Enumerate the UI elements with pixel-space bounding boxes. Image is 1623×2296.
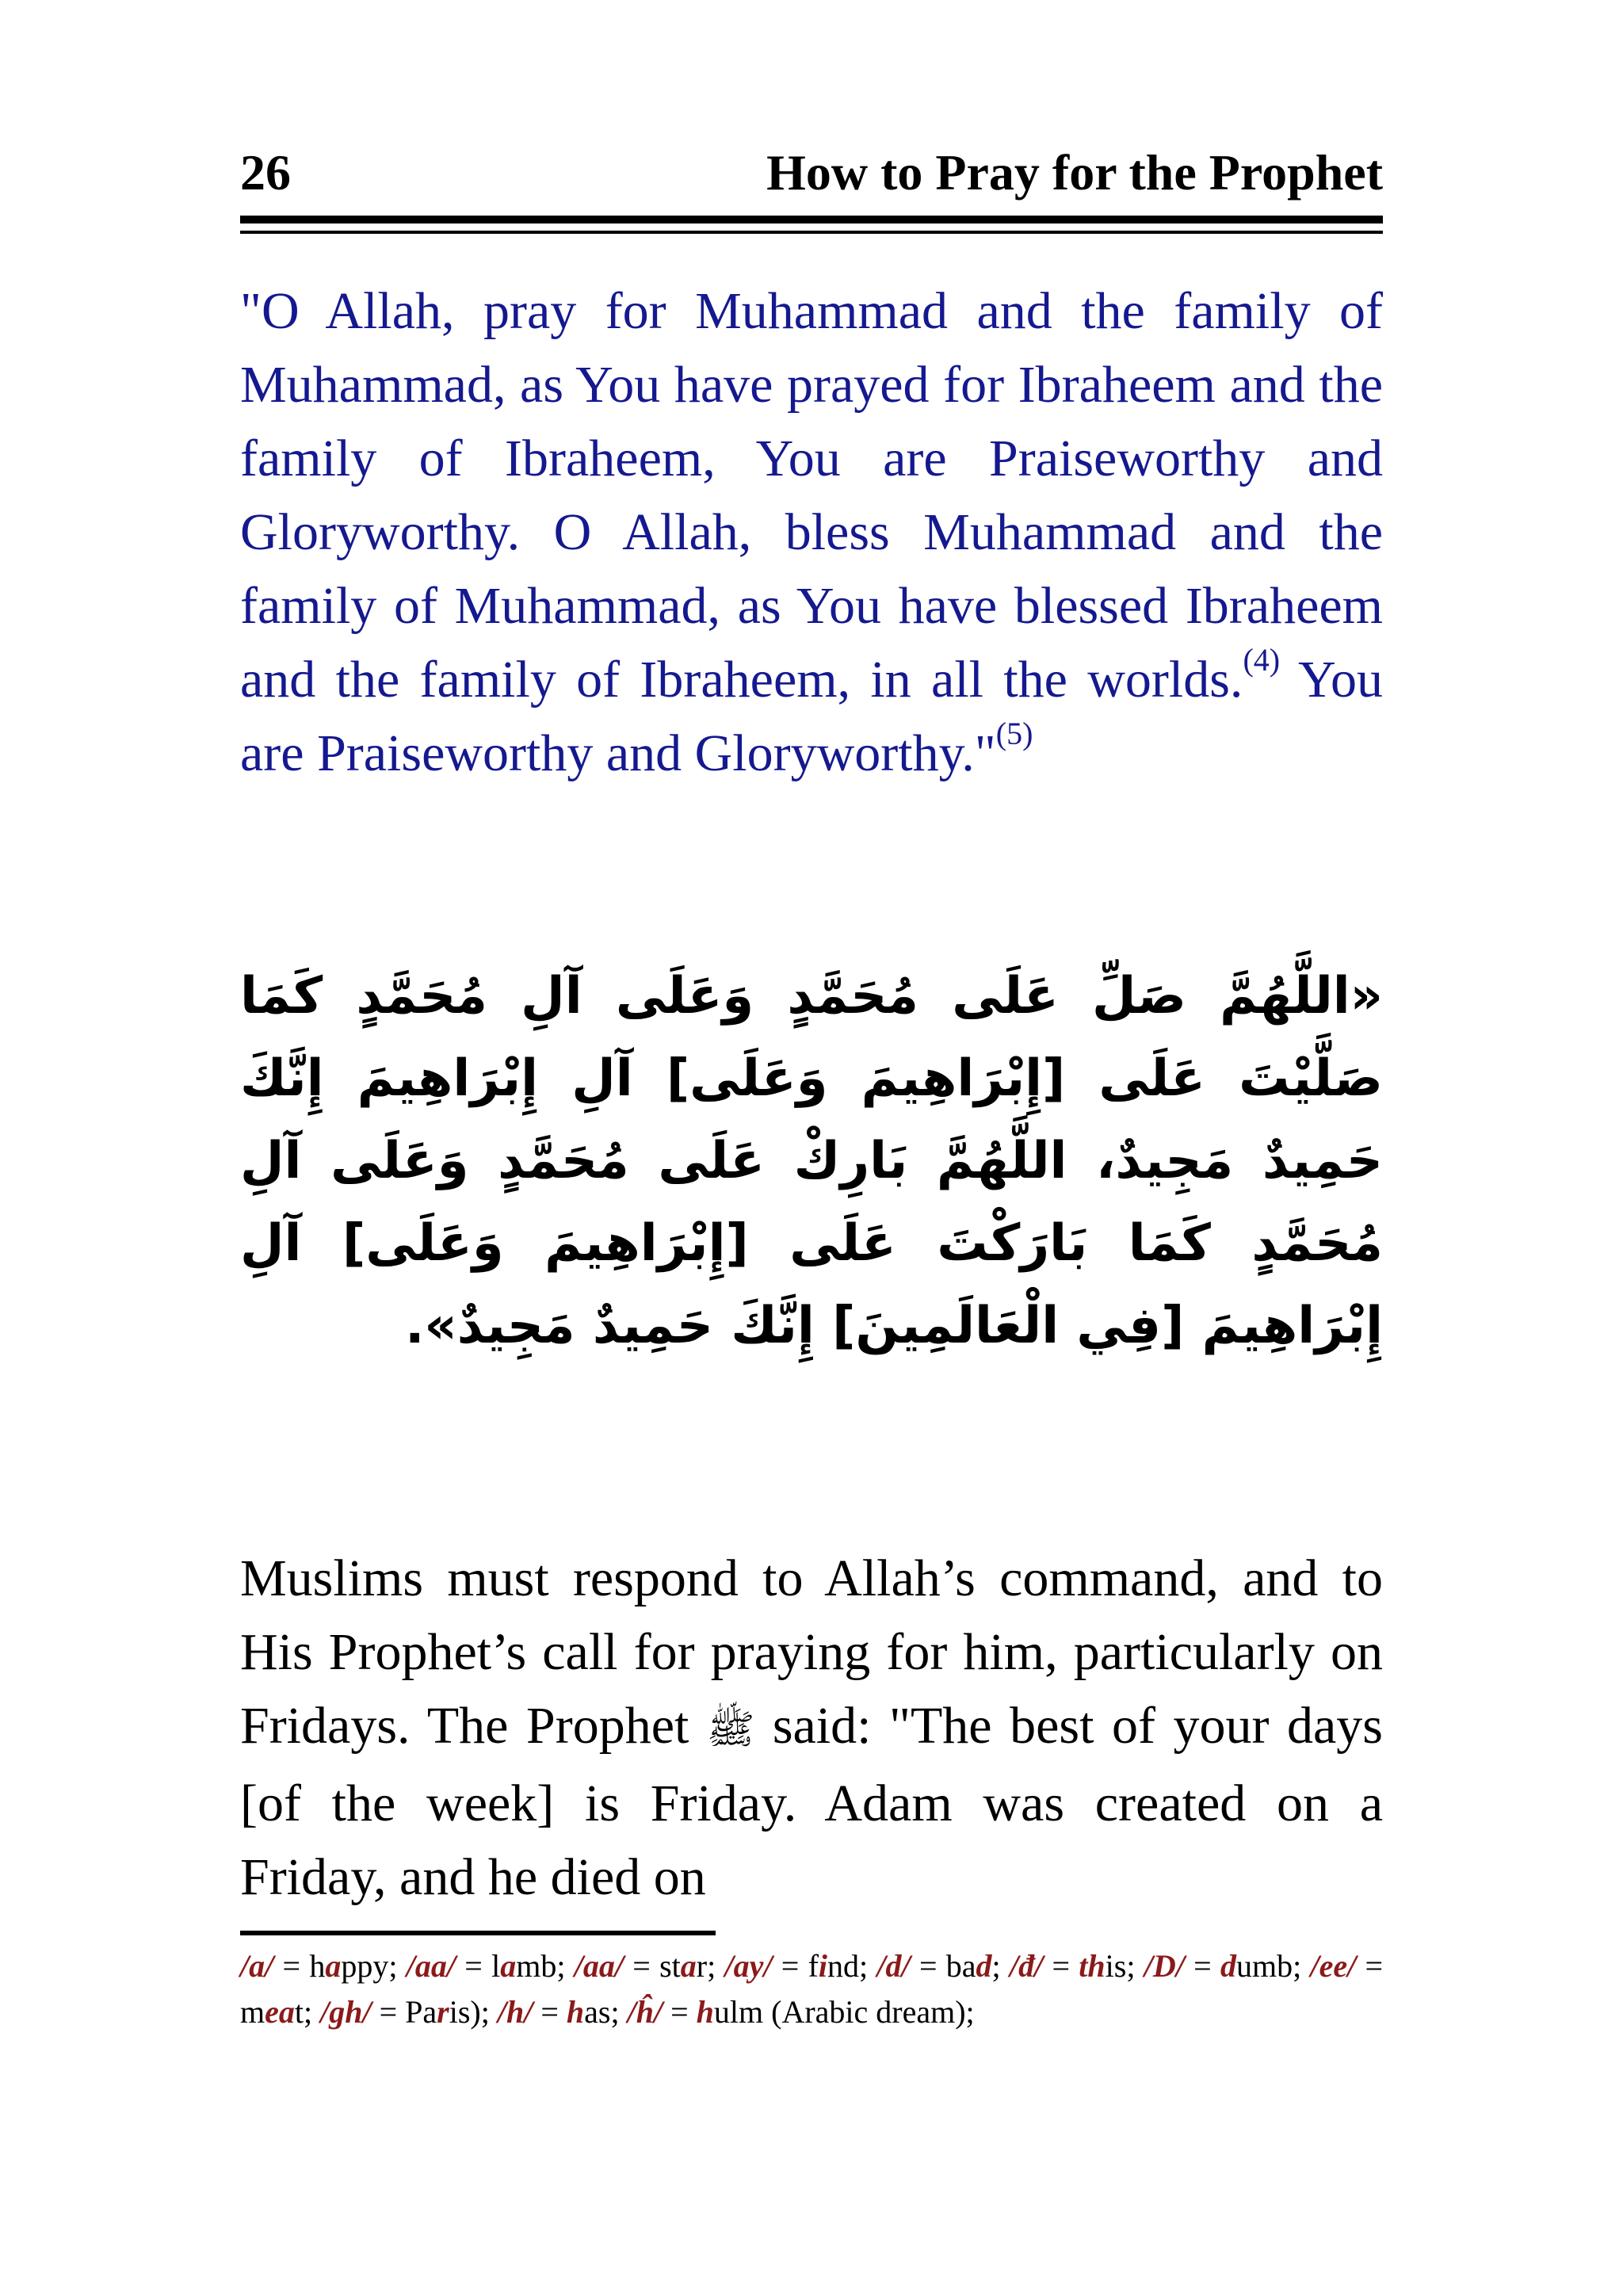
header-rule-thick [240,216,1383,223]
fn-key: /aa/ [406,1948,456,1984]
fn-entry: /D/ = dumb; [1144,1948,1302,1984]
fn-key: /đ/ [1009,1948,1044,1984]
fn-key: /ay/ [724,1948,773,1984]
fn-entry: /đ/ = this; [1009,1948,1136,1984]
body-text-start: Muslims must respond to Allah’s command, and to His Prophet’s call for praying for him, particularly on Fridays. The Prophet [240,1549,1383,1755]
fn-key: /d/ [876,1948,911,1984]
fn-entry: /aa/ = lamb; [406,1948,566,1984]
fn-entry: /gh/ = Paris); [320,1994,490,2030]
fn-key: /gh/ [320,1994,372,2030]
body-text-end: said: "The best of your days [of the week] is Friday. Adam was created on a Friday, and he died on [240,1697,1383,1906]
fn-key: /aa/ [574,1948,624,1984]
fn-entry: /d/ = bad; [876,1948,1001,1984]
pbuh-symbol: ﷺ [706,1707,755,1752]
header-rule-thin [240,231,1383,234]
footnote-ref-4: (4) [1243,642,1281,678]
fn-key: /ĥ/ [627,1994,663,2030]
fn-entry: /a/ = happy; [240,1948,398,1984]
fn-key: /D/ [1144,1948,1185,1984]
arabic-supplication: «اللَّهُمَّ صَلِّ عَلَى مُحَمَّدٍ وَعَلَى آلِ مُحَمَّدٍ كَمَا صَلَّيْتَ عَلَى [إِبْرَاهِيمَ وَعَلَى] آلِ إِبْرَاهِيمَ إِنَّكَ حَمِيدٌ مَجِيدٌ، اللَّهُمَّ بَارِكْ عَلَى مُحَمَّدٍ وَعَلَى آلِ مُحَمَّدٍ كَمَا بَارَكْتَ عَلَى [إِبْرَاهِيمَ وَعَلَى] آلِ إِبْرَاهِيمَ [فِي الْعَالَمِينَ] إِنَّكَ حَمِيدٌ مَجِيدٌ». [240,967,1383,1355]
supplication-part-2: You are Praiseworthy and Gloryworthy." [240,651,1383,782]
running-title: How to Pray for the Prophet [766,144,1383,201]
supplication-translation [240,274,1383,790]
fn-entry: /ĥ/ = hulm (Arabic dream); [627,1994,975,2030]
footnote-rule [240,1931,716,1935]
page-header [240,143,1383,214]
fn-key: /h/ [497,1994,533,2030]
body-paragraph [240,1541,1383,1914]
transliteration-key [240,1943,1383,2035]
footnote-ref-5: (5) [995,716,1033,751]
page-number: 26 [240,144,291,201]
fn-key: /ee/ [1310,1948,1357,1984]
fn-key: /a/ [240,1948,274,1984]
fn-entry: /ee/ = meat; [240,1948,1384,2030]
fn-entry: /aa/ = star; [574,1948,716,1984]
supplication-part-1: "O Allah, pray for Muhammad and the family of Muhammad, as You have prayed for Ibraheem and the family of Ibraheem, You are Praiseworthy and Gloryworthy. O Allah, bless Muhammad and the family of Muhammad, as You have blessed Ibraheem and the family of Ibraheem, in all the worlds. [240,282,1383,709]
fn-entry: /ay/ = find; [724,1948,869,1984]
fn-entry: /h/ = has; [497,1994,620,2030]
